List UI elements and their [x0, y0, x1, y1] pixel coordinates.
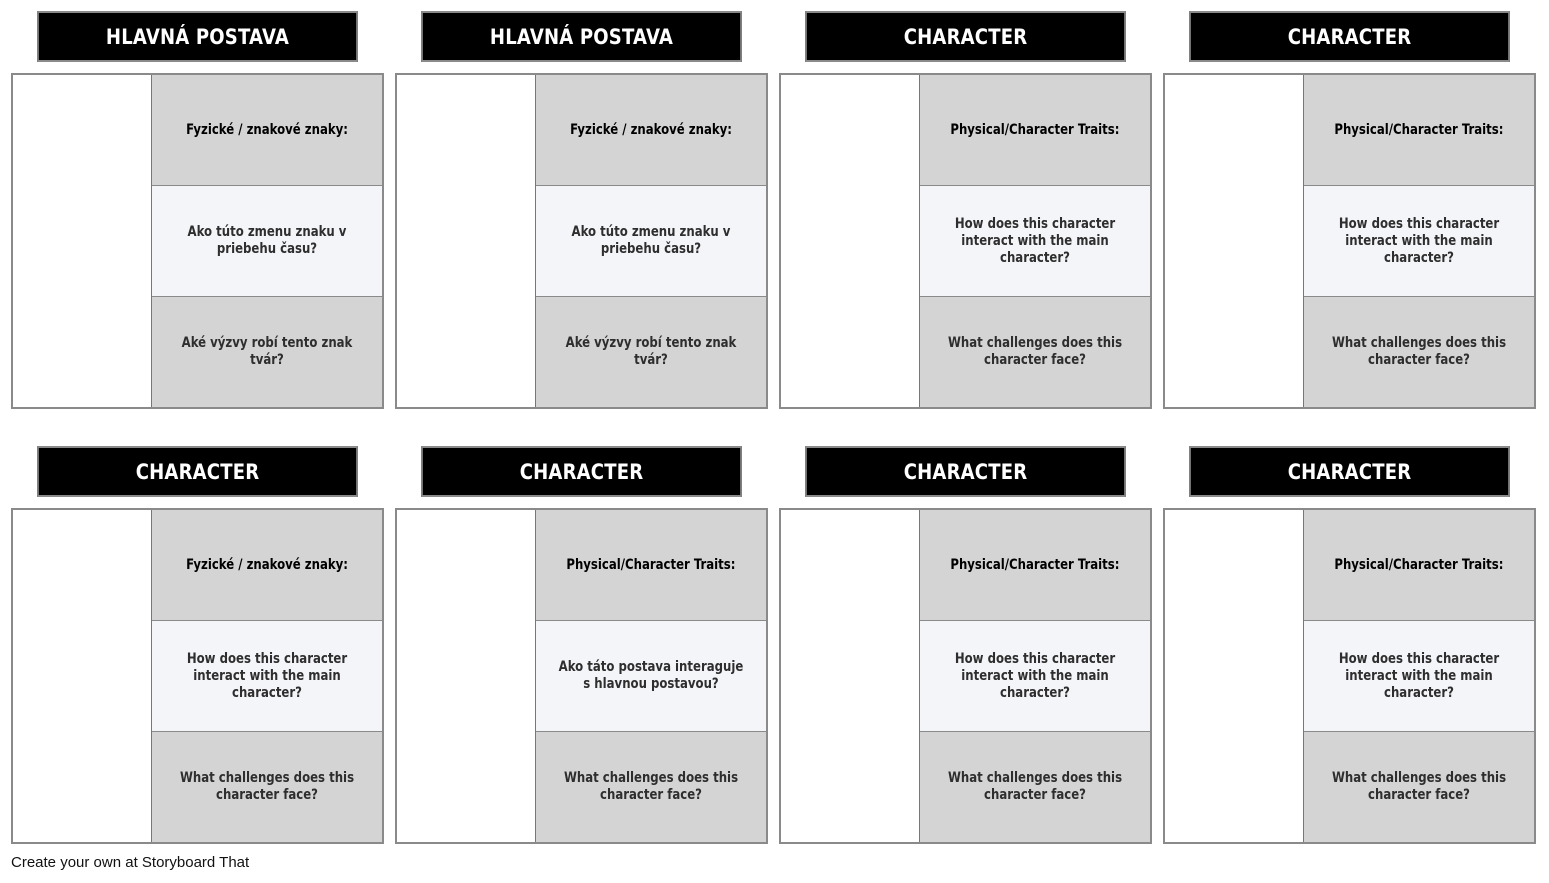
storyboard-footer-link[interactable]: Create your own at Storyboard That — [11, 854, 250, 871]
character-card-4 — [1163, 11, 1536, 409]
challenges-cell[interactable]: What challenges does this character face? — [536, 732, 766, 842]
character-image-cell[interactable] — [1165, 75, 1304, 407]
character-card-7 — [779, 446, 1152, 844]
challenges-cell[interactable]: Aké výzvy robí tento znak tvár? — [536, 297, 766, 407]
challenges-cell[interactable]: What challenges does this character face? — [1304, 732, 1534, 842]
card-panel — [11, 508, 384, 844]
interaction-cell[interactable]: How does this character interact with the main character? — [152, 621, 382, 732]
character-card-1 — [11, 11, 384, 409]
challenges-cell[interactable]: What challenges does this character face? — [920, 297, 1150, 407]
card-title: CHARACTER — [805, 446, 1126, 497]
card-title: CHARACTER — [1189, 446, 1510, 497]
card-panel — [395, 73, 768, 409]
traits-cell[interactable]: Physical/Character Traits: — [1304, 75, 1534, 186]
card-panel — [779, 73, 1152, 409]
interaction-cell[interactable]: Ako túto zmenu znaku v priebehu času? — [152, 186, 382, 297]
character-card-5 — [11, 446, 384, 844]
traits-cell[interactable]: Fyzické / znakové znaky: — [152, 510, 382, 621]
character-card-6 — [395, 446, 768, 844]
interaction-cell[interactable]: Ako táto postava interaguje s hlavnou postavou? — [536, 621, 766, 732]
card-title: CHARACTER — [805, 11, 1126, 62]
card-title: CHARACTER — [421, 446, 742, 497]
card-title: HLAVNÁ POSTAVA — [37, 11, 358, 62]
character-image-cell[interactable] — [397, 510, 536, 842]
card-title: CHARACTER — [37, 446, 358, 497]
card-panel — [1163, 73, 1536, 409]
character-image-cell[interactable] — [781, 75, 920, 407]
character-card-8 — [1163, 446, 1536, 844]
challenges-cell[interactable]: Aké výzvy robí tento znak tvár? — [152, 297, 382, 407]
character-image-cell[interactable] — [13, 510, 152, 842]
interaction-cell[interactable]: Ako túto zmenu znaku v priebehu času? — [536, 186, 766, 297]
character-image-cell[interactable] — [781, 510, 920, 842]
traits-cell[interactable]: Fyzické / znakové znaky: — [152, 75, 382, 186]
card-title: HLAVNÁ POSTAVA — [421, 11, 742, 62]
traits-cell[interactable]: Physical/Character Traits: — [920, 75, 1150, 186]
challenges-cell[interactable]: What challenges does this character face? — [152, 732, 382, 842]
challenges-cell[interactable]: What challenges does this character face? — [1304, 297, 1534, 407]
card-panel — [1163, 508, 1536, 844]
character-card-2 — [395, 11, 768, 409]
traits-cell[interactable]: Physical/Character Traits: — [536, 510, 766, 621]
character-image-cell[interactable] — [1165, 510, 1304, 842]
interaction-cell[interactable]: How does this character interact with the main character? — [920, 621, 1150, 732]
card-title: CHARACTER — [1189, 11, 1510, 62]
character-image-cell[interactable] — [13, 75, 152, 407]
card-panel — [395, 508, 768, 844]
character-image-cell[interactable] — [397, 75, 536, 407]
traits-cell[interactable]: Fyzické / znakové znaky: — [536, 75, 766, 186]
card-panel — [779, 508, 1152, 844]
character-card-3 — [779, 11, 1152, 409]
traits-cell[interactable]: Physical/Character Traits: — [1304, 510, 1534, 621]
card-panel — [11, 73, 384, 409]
challenges-cell[interactable]: What challenges does this character face? — [920, 732, 1150, 842]
interaction-cell[interactable]: How does this character interact with the main character? — [1304, 621, 1534, 732]
traits-cell[interactable]: Physical/Character Traits: — [920, 510, 1150, 621]
interaction-cell[interactable]: How does this character interact with the main character? — [1304, 186, 1534, 297]
interaction-cell[interactable]: How does this character interact with the main character? — [920, 186, 1150, 297]
